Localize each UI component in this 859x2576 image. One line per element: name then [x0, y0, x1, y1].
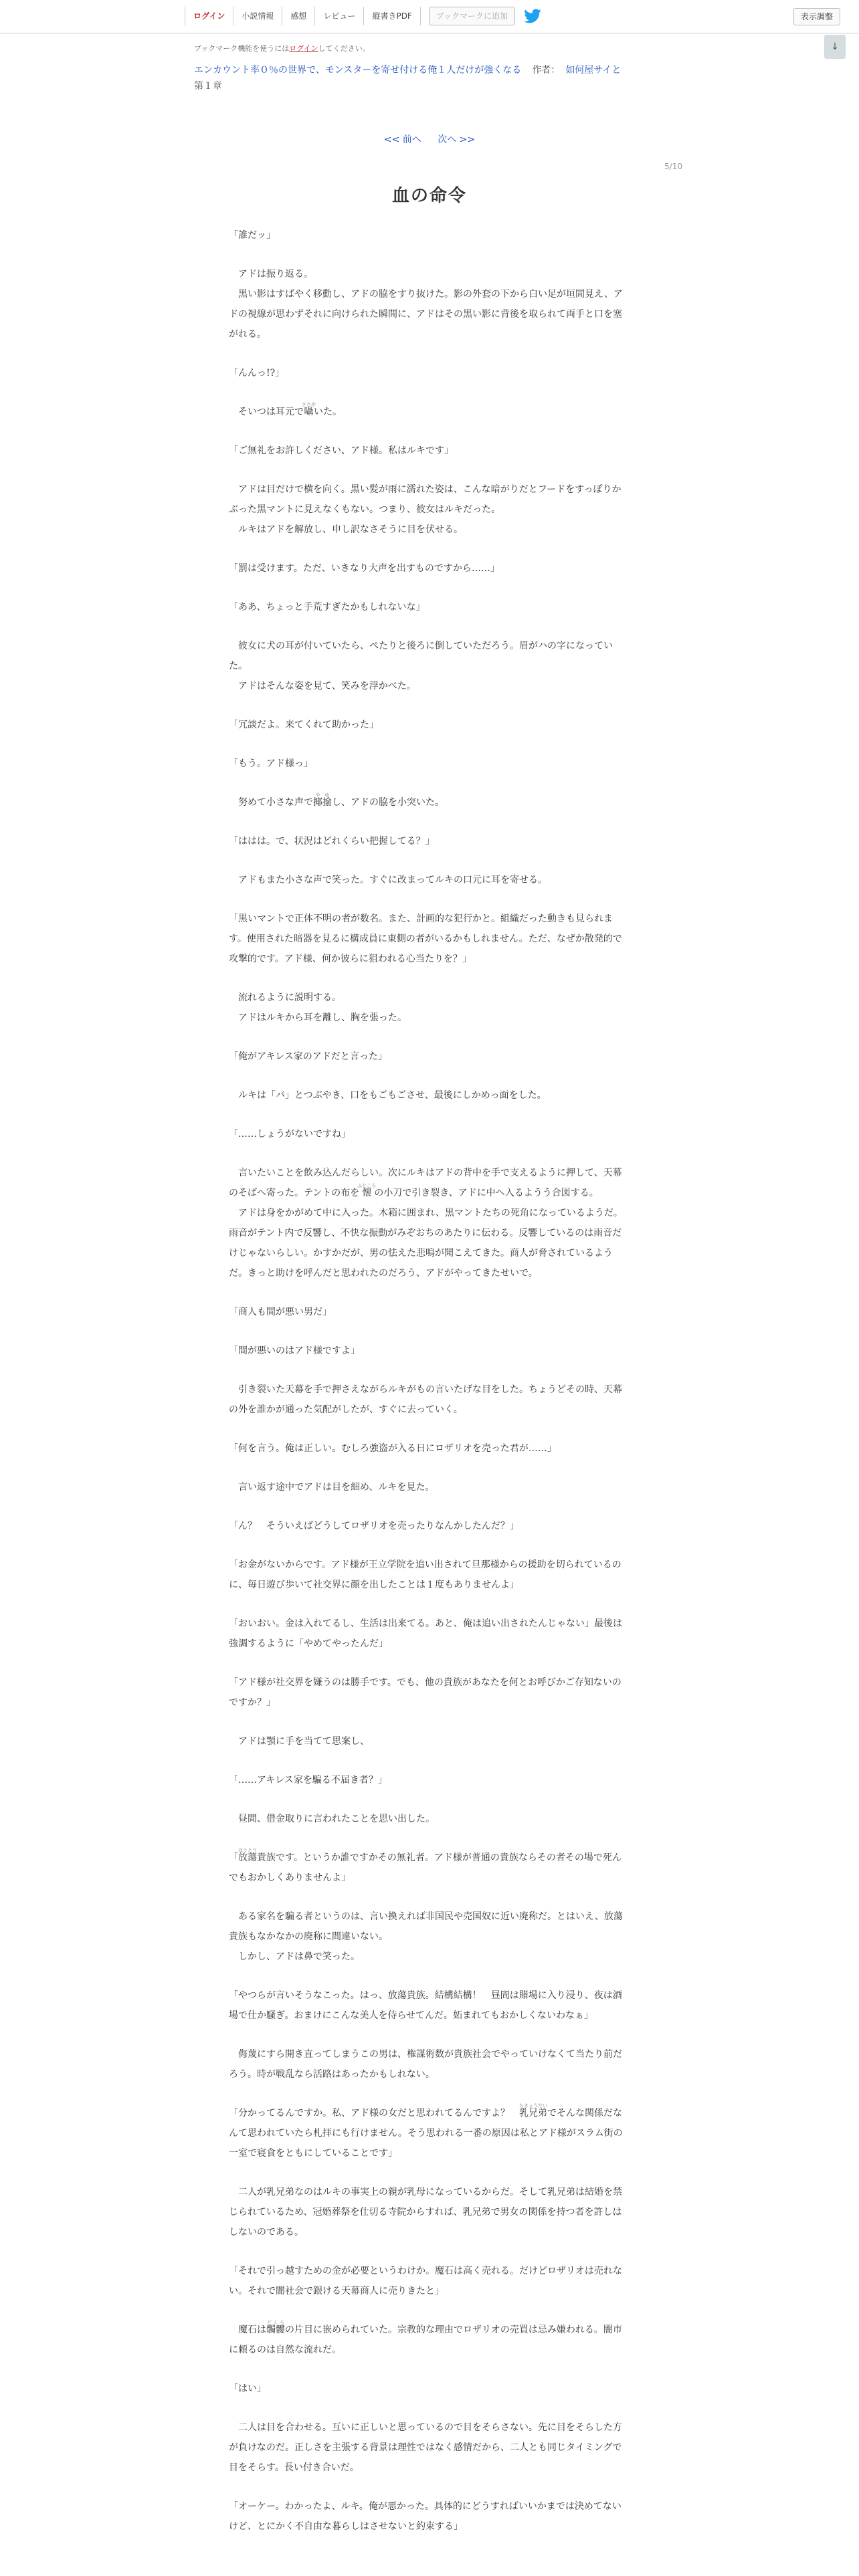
furigana-base: 揶揄: [313, 797, 332, 808]
body-paragraph: 二人は目を合わせる。互いに正しいと思っているので目をそらさない。先に目をそらした方が負けなのだ。正しさを主張する背景は理性ではなく感情だから、二人とも同じタイミングで目をそらす。長い付き合いだ。: [229, 2422, 622, 2473]
paragraph-gap: [229, 774, 630, 792]
body-paragraph: アドはそんな姿を見て、笑みを浮かべた。: [229, 681, 416, 691]
paragraph-gap: [229, 1144, 630, 1163]
body-paragraph: [229, 792, 630, 813]
furigana-reading: ささや: [302, 402, 316, 407]
body-paragraph: 「ああ、ちょっと手荒すぎたかもしれないな」: [229, 602, 425, 613]
body-paragraph: 「何を言う。俺は正しい。むしろ強盗が入る日にロザリオを売った君が……」: [229, 1443, 557, 1454]
furigana: [266, 2320, 285, 2335]
body-paragraph: [229, 2103, 630, 2163]
paragraph-gap: [229, 1654, 630, 1673]
body-paragraph: アドはルキから耳を離し、胸を張った。: [229, 1012, 407, 1023]
paragraph-gap: [229, 2084, 630, 2103]
paragraph-text: 「: [229, 1852, 238, 1863]
add-bookmark-button[interactable]: ブックマークに追加: [429, 7, 515, 25]
paragraph-text: 努めて小さな声で: [229, 797, 313, 808]
furigana-base: 囁: [302, 407, 316, 417]
paragraph-text: の小刀で引き裂き、アドに中へ入るようう合図する。: [374, 1188, 599, 1198]
body-paragraph: しかし、アドは鼻で笑った。: [229, 1951, 360, 1962]
paragraph-gap: [229, 422, 630, 441]
paragraph-gap: [229, 1967, 630, 1985]
novel-title-link[interactable]: エンカウント率０％の世界で、モンスターを寄せ付ける俺１人だけが強くなる: [194, 65, 522, 76]
paragraph-gap: [229, 1497, 630, 1516]
body-paragraph: [229, 2320, 630, 2360]
body-paragraph: [229, 1163, 630, 1203]
body-paragraph: 侮蔑にすら開き直ってしまうこの男は、権謀術数が貴族社会でやっていけなくて当たり前だろう。時が戦乱なら活路はあったかもしれない。: [229, 2049, 622, 2080]
furigana: [238, 1848, 257, 1863]
body-paragraph: アドは振り返る。: [229, 269, 313, 280]
furigana-base: 放蕩: [238, 1852, 257, 1863]
paragraph-gap: [229, 2163, 630, 2182]
scroll-down-icon[interactable]: ↓: [824, 35, 846, 59]
paragraph-text: そいつは耳元で: [229, 407, 304, 417]
paragraph-gap: [229, 245, 630, 264]
paragraph-gap: [229, 1420, 630, 1438]
body-paragraph: 彼女に犬の耳が付いていたら、ぺたりと後ろに倒していただろう。眉がハの字になっていた。: [229, 641, 613, 671]
body-paragraph: 「冗談だよ。来てくれて助かった」: [229, 720, 379, 730]
paragraph-gap: [229, 2360, 630, 2379]
furigana-reading: どくろ: [266, 2320, 285, 2325]
paragraph-text: 魔石は: [229, 2325, 266, 2335]
body-paragraph: 「もう。アド様っ」: [229, 758, 313, 769]
body-paragraph: 「ご無礼をお許しください、アド様。私はルキです」: [229, 445, 454, 456]
novel-body: [229, 225, 630, 2537]
body-paragraph: 「誰だッ」: [229, 230, 276, 241]
author-label: 作者：: [532, 65, 561, 76]
novel-header: [194, 33, 682, 92]
body-paragraph: 「罰は受けます。ただ、いきなり大声を出すものですから……」: [229, 563, 500, 574]
episode-title: 血の命令: [391, 186, 467, 206]
nav-links: [185, 7, 542, 25]
paragraph-gap: [229, 617, 630, 636]
body-paragraph: 言い返す途中でアドは目を細め、ルキを見た。: [229, 1482, 435, 1493]
paragraph-gap: [229, 1829, 630, 1848]
paragraph-gap: [229, 969, 630, 988]
body-paragraph: 「はい」: [229, 2383, 266, 2394]
notice-login-link[interactable]: ログイン: [289, 44, 318, 53]
paragraph-gap: [229, 344, 630, 363]
paragraph-gap: [229, 696, 630, 715]
author-link[interactable]: 如何屋サイと: [565, 65, 622, 76]
bookmark-notice: ブックマーク機能を使うにはログインしてください。: [194, 44, 370, 53]
body-paragraph: 「んんっ!?」: [229, 368, 285, 379]
paragraph-gap: [229, 2301, 630, 2320]
vertical-pdf-link[interactable]: 縦書きPDF: [364, 7, 420, 25]
paragraph-text: し、アドの脇を小突いた。: [332, 797, 444, 808]
body-paragraph: ある家名を騙る者というのは、言い換えれば非国民や売国奴に近い廃称だ。とはいえ、放蕩貴族もなかなかの廃称に間違いない。: [229, 1911, 623, 1942]
body-paragraph: アドもまた小さな声で笑った。すぐに改まってルキの口元に耳を寄せる。: [229, 875, 547, 885]
body-paragraph: 「間が悪いのはアド様ですよ」: [229, 1346, 360, 1356]
body-paragraph: 「ははは。で、状況はどれくらい把握してる？」: [229, 836, 435, 847]
review-link[interactable]: レビュー: [315, 7, 364, 25]
paragraph-gap: [229, 1595, 630, 1614]
furigana-reading: ちきょうだい: [519, 2103, 547, 2109]
body-paragraph: 「俺がアキレス家のアドだと言った」: [229, 1051, 387, 1062]
paragraph-gap: [229, 2399, 630, 2418]
display-settings-button[interactable]: 表示調整: [793, 8, 840, 25]
body-paragraph: 「オーケー。わかったよ、ルキ。俺が悪かった。具体的にどうすればいいかまでは決めてないけど、とにかく不自由な暮らしはさせないと約束する」: [229, 2501, 622, 2532]
furigana-base: 乳兄弟: [519, 2108, 547, 2119]
body-paragraph: 「黒いマントで正体不明の者が数名。また、計画的な犯行かと。組織だった動きも見られます。使用された暗器を見るに構成員に東側の者がいるかもしれません。ただ、なぜか散発的で攻撃的です。アド様、何か彼らに狙われる心当たりを？」: [229, 914, 622, 964]
furigana-reading: ふところ: [357, 1183, 377, 1188]
paragraph-gap: [229, 461, 630, 479]
furigana: [357, 1183, 377, 1198]
furigana-base: 懐: [357, 1188, 377, 1198]
paragraph-gap: [229, 1283, 630, 1302]
novel-info-link[interactable]: 小説情報: [233, 7, 282, 25]
paragraph-text: 貴族です。というか誰ですかその無礼者。アド様が普通の貴族ならその者その場で死んでもおかしくありませんよ」: [229, 1852, 622, 1883]
page-number: 5/10: [664, 162, 682, 171]
furigana-reading: やゆ: [313, 792, 332, 798]
body-paragraph: 「……しょうがないですね」: [229, 1129, 351, 1140]
paragraph-gap: [229, 2242, 630, 2261]
paragraph-gap: [229, 735, 630, 754]
furigana-base: 髑髏: [266, 2325, 285, 2335]
paragraph-gap: [229, 1105, 630, 1124]
chapter-title: 第１章: [194, 81, 222, 92]
body-paragraph: アドは顎に手を当てて思案し、: [229, 1736, 369, 1747]
body-paragraph: 昼間、借金取りに言われたことを思い出した。: [229, 1814, 435, 1824]
body-paragraph: 黒い影はすばやく移動し、アドの脇をすり抜けた。影の外套の下から白い足が垣間見え、アドの視線が思わずそれに向けられた瞬間に、アドはその黒い影に背後を取られて両手と口を塞がれる。: [229, 289, 623, 340]
body-paragraph: ルキはアドを解放し、申し訳なさそうに目を伏せる。: [229, 524, 463, 535]
body-paragraph: 「商人も間が悪い男だ」: [229, 1307, 332, 1317]
paragraph-gap: [229, 383, 630, 402]
body-paragraph: 「やつらが言いそうなこった。はっ、放蕩貴族。結構結構！ 昼間は賭場に入り浸り、夜は酒場で仕か騒ぎ。おまけにこんな美人を侍らせてんだ。妬まれてもおかしくないわなぁ」: [229, 1990, 622, 2021]
paragraph-gap: [229, 1459, 630, 1477]
body-paragraph: 「それで引っ越すための金が必要というわけか。魔石は高く売れる。だけどロザリオは売れない。それで闇社会で銀ける天幕商人に売りきたと」: [229, 2266, 622, 2296]
paragraph-gap: [229, 813, 630, 831]
paragraph-gap: [229, 890, 630, 909]
body-paragraph: 引き裂いた天幕を手で押さえながらルキがもの言いたげな目をした。ちょうどその時、天幕の外を誰かが通った気配がしたが、すぐに去っていく。: [229, 1384, 622, 1415]
furigana: [313, 792, 332, 808]
paragraph-gap: [229, 1888, 630, 1907]
furigana: [302, 402, 316, 417]
paragraph-gap: [229, 1361, 630, 1380]
body-paragraph: 「おいおい。金は入れてるし、生活は出来てる。あと、俺は追い出されたんじゃない」最後は強調するように「やめてやったんだ」: [229, 1618, 622, 1649]
body-paragraph: 「……アキレス家を騙る不届き者？」: [229, 1775, 387, 1786]
pager: [0, 132, 859, 146]
paragraph-gap: [229, 1536, 630, 1555]
login-link[interactable]: ログイン: [185, 7, 233, 25]
paragraph-gap: [229, 1322, 630, 1341]
furigana-reading: ほうとう: [238, 1848, 257, 1853]
paragraph-gap: [229, 2026, 630, 2044]
next-page-link[interactable]: 次へ >>: [438, 134, 476, 145]
top-navigation: [0, 0, 859, 33]
paragraph-gap: [229, 1713, 630, 1731]
body-paragraph: 「お金がないからです。アド様が王立学院を追い出されて旦那様からの援助を切られているのに、毎日遊び歩いて社交界に顔を出したことは１度もありませんよ」: [229, 1560, 622, 1590]
body-paragraph: アドは身をかがめて中に入った。木箱に囲まれ、黒マントたちの死角になっているようだ。雨音がテント内で反響し、不快な振動がみぞおちのあたりに伝わる。反響しているのは雨音だけじゃないらしい。かすかだが、男の怯えた悲鳴が聞こえてきた。商人が脅されているようだ。きっと助けを呼んだと思われたのだろう、アドがやってきたせいで。: [229, 1208, 623, 1279]
furigana: [519, 2103, 547, 2119]
impressions-link[interactable]: 感想: [282, 7, 315, 25]
body-paragraph: アドは目だけで横を向く。黒い髪が雨に濡れた姿は、こんな暗がりだとフードをすっぽりかぶった黒マントに見えなくもない。つまり、彼女はルキだった。: [229, 484, 622, 515]
paragraph-gap: [229, 851, 630, 870]
body-paragraph: 流れるように説明する。: [229, 992, 341, 1003]
paragraph-text: の片目に嵌められていた。宗教的な理由でロザリオの売買は忌み嫌われる。闇市に頼るのは自然な流れだ。: [229, 2325, 622, 2355]
body-paragraph: 「アド様が社交界を嫌うのは勝手です。でも、他の貴族があなたを何とお呼びかご存知ないのですか？」: [229, 1677, 622, 1708]
paragraph-gap: [229, 1067, 630, 1085]
paragraph-text: いた。: [314, 407, 342, 417]
paragraph-gap: [229, 1790, 630, 1809]
prev-page-link[interactable]: << 前へ: [383, 134, 421, 145]
body-paragraph: ルキは「バ」とつぶやき、口をもごもごさせ、最後にしかめっ面をした。: [229, 1090, 547, 1101]
paragraph-text: 「分かってるんですか。私、アド様の女だと思われてるんですよ？: [229, 2108, 519, 2119]
paragraph-text: でそんな関係だなんて思われていたら札拝にも行けません。そう思われる一番の原因は私とアド様がスラム街の一室で寝食をともにしていることです」: [229, 2108, 623, 2159]
paragraph-gap: [229, 578, 630, 597]
body-paragraph: [229, 402, 630, 422]
body-paragraph: 二人が乳兄弟なのはルキの事実上の親が乳母になっているからだ。そして乳兄弟は結婚を禁じられているため、冠婚葬祭を仕切る寺院からすれば、乳兄弟で男女の関係を持つ者を許しはしないのである。: [229, 2187, 622, 2238]
paragraph-gap: [229, 2478, 630, 2496]
paragraph-text: 言いたいことを飲み込んだらしい。次にルキはアドの背中を手で支えるように押して、天幕のそばへ寄った。テントの布を: [229, 1168, 622, 1198]
novel-title-line: [194, 63, 682, 76]
paragraph-gap: [229, 1751, 630, 1770]
paragraph-gap: [229, 1028, 630, 1047]
body-paragraph: [229, 1848, 630, 1888]
body-paragraph: 「ん？ そういえばどうしてロザリオを売ったりなんかしたんだ？」: [229, 1521, 519, 1531]
twitter-bird-icon[interactable]: [523, 7, 542, 25]
paragraph-gap: [229, 540, 630, 558]
